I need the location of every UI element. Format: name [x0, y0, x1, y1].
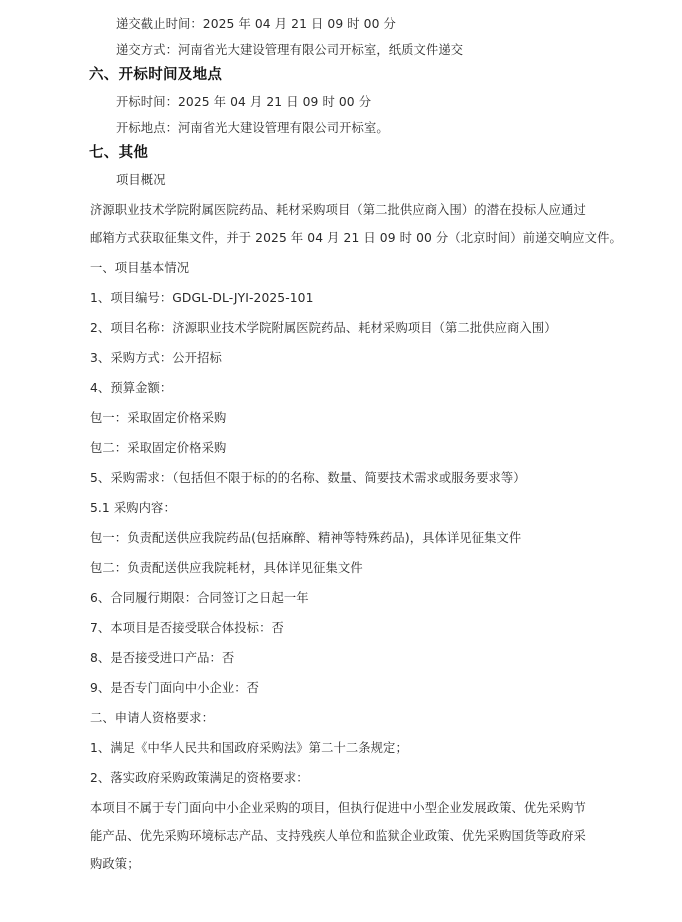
- item-project-number: 1、项目编号：GDGL-DL-JYI-2025-101: [90, 291, 314, 305]
- item-project-name: 2、项目名称：济源职业技术学院附属医院药品、耗材采购项目（第二批供应商入围）: [90, 321, 557, 335]
- basic-info-title: 一、项目基本情况: [90, 261, 190, 275]
- section7-heading: 七、其他: [89, 145, 149, 161]
- policy-paragraph-line2: 能产品、优先采购环境标志产品、支持残疾人单位和监狱企业政策、优先采购国货等政府采: [90, 829, 586, 843]
- package2-budget: 包二：采取固定价格采购: [90, 441, 227, 455]
- submission-method: 递交方式：河南省光大建设管理有限公司开标室，纸质文件递交: [116, 43, 464, 57]
- item-contract-period: 6、合同履行期限：合同签订之日起一年: [90, 591, 309, 605]
- opening-place: 开标地点：河南省光大建设管理有限公司开标室。: [116, 121, 389, 135]
- item-requirements: 5、采购需求：（包括但不限于标的的名称、数量、简要技术需求或服务要求等）: [90, 471, 526, 485]
- policy-paragraph-line3: 购政策；: [90, 857, 140, 871]
- package1-content: 包一：负责配送供应我院药品(包括麻醉、精神等特殊药品)，具体详见征集文件: [90, 531, 522, 545]
- overview-paragraph-line1: 济源职业技术学院附属医院药品、耗材采购项目（第二批供应商入围）的潜在投标人应通过: [90, 203, 586, 217]
- section6-heading: 六、开标时间及地点: [89, 67, 223, 83]
- item-procurement-method: 3、采购方式：公开招标: [90, 351, 222, 365]
- qualification-title: 二、申请人资格要求：: [90, 711, 214, 725]
- qualification-item2: 2、落实政府采购政策满足的资格要求：: [90, 771, 309, 785]
- overview-paragraph-line2: 邮箱方式获取征集文件，并于 2025 年 04 月 21 日 09 时 00 分（北京时间）前递交响应文件。: [90, 231, 622, 245]
- item-content-title: 5.1 采购内容：: [90, 501, 176, 515]
- item-imports: 8、是否接受进口产品：否: [90, 651, 235, 665]
- item-sme: 9、是否专门面向中小企业：否: [90, 681, 260, 695]
- qualification-item1: 1、满足《中华人民共和国政府采购法》第二十二条规定；: [90, 741, 408, 755]
- package2-content: 包二：负责配送供应我院耗材，具体详见征集文件: [90, 561, 363, 575]
- item-budget: 4、预算金额：: [90, 381, 173, 395]
- item-consortium: 7、本项目是否接受联合体投标：否: [90, 621, 284, 635]
- policy-paragraph-line1: 本项目不属于专门面向中小企业采购的项目，但执行促进中小型企业发展政策、优先采购节: [90, 801, 586, 815]
- submission-deadline: 递交截止时间：2025 年 04 月 21 日 09 时 00 分: [116, 17, 396, 31]
- overview-title: 项目概况: [116, 173, 166, 187]
- opening-time: 开标时间：2025 年 04 月 21 日 09 时 00 分: [116, 95, 372, 109]
- package1-budget: 包一：采取固定价格采购: [90, 411, 227, 425]
